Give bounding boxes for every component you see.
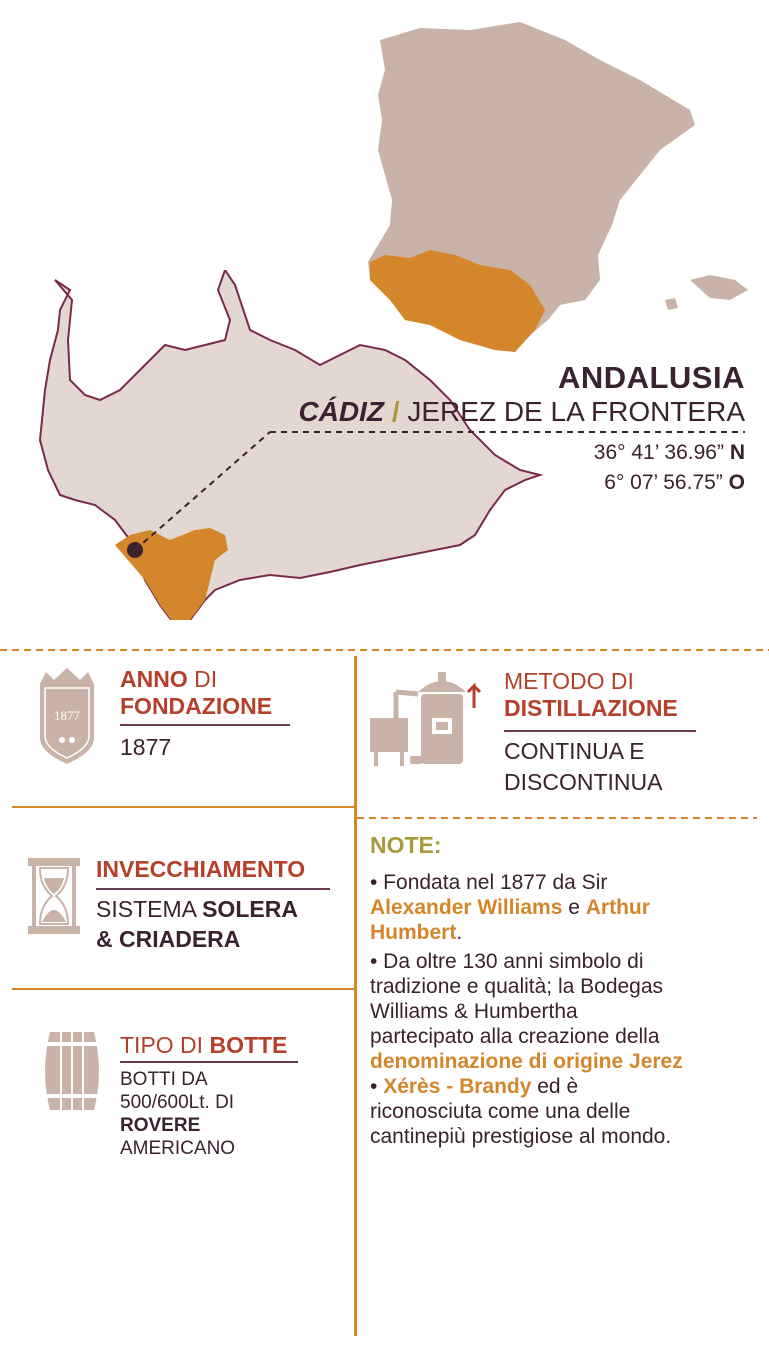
note-3 (370, 1074, 750, 1149)
longitude-dir: O (728, 471, 745, 494)
andalusia-map (0, 270, 560, 620)
notes-heading: NOTE: (370, 832, 442, 858)
latitude (594, 441, 745, 465)
founding-label (120, 666, 272, 720)
distillation-value-1: CONTINUA E (504, 738, 645, 764)
region-title: ANDALUSIA (557, 360, 745, 395)
distillation-label-2: DISTILLAZIONE (504, 695, 678, 721)
city-line (298, 396, 745, 428)
note-2-d: partecipato alla creazione della (370, 1025, 660, 1048)
founding-value: 1877 (120, 734, 172, 760)
barrel-rule (120, 1061, 298, 1063)
note-2-b: tradizione e qualità; la Bodegas (370, 975, 664, 998)
left-divider-2 (12, 988, 354, 990)
note-1-d: Arthur (585, 896, 650, 919)
note-3-a: • (370, 1075, 384, 1098)
note-1-c: e (562, 896, 586, 919)
note-1-f: . (456, 921, 463, 944)
distillation-rule (504, 730, 696, 732)
distillation-label-1: METODO DI (504, 668, 634, 694)
horizontal-dash-divider (0, 648, 769, 652)
province-name: CÁDIZ (298, 396, 385, 427)
barrel-label-1: TIPO DI (120, 1032, 204, 1058)
barrel-value-2: 500/600Lt. DI (120, 1092, 235, 1113)
crest-icon (32, 666, 102, 766)
note-3-d: riconosciuta come una delle (370, 1100, 631, 1123)
distillation-value-2: DISCONTINUA (504, 769, 663, 795)
balearic-islands (690, 275, 748, 300)
note-2-c: Williams & Humbertha (370, 1000, 578, 1023)
barrel-value-3: ROVERE (120, 1115, 201, 1136)
cadiz-province (115, 528, 228, 620)
andalusia-shape (40, 270, 540, 620)
barrel-label (120, 1032, 287, 1059)
note-1-b: Alexander Williams (370, 896, 563, 919)
longitude (604, 471, 745, 495)
founding-rule (120, 724, 290, 726)
founding-label-1: ANNO (120, 666, 188, 692)
longitude-value: 6° 07’ 56.75” (604, 471, 723, 494)
right-dash-divider (357, 816, 757, 820)
aging-label: INVECCHIAMENTO (96, 856, 306, 882)
aging-value-2: SOLERA (202, 896, 298, 922)
aging-value-3: & CRIADERA (96, 926, 241, 952)
note-3-e: cantinepiù prestigiose al mondo. (370, 1125, 672, 1148)
vertical-divider (354, 656, 357, 1336)
distillation-value (504, 736, 662, 798)
hourglass-icon (26, 856, 82, 936)
barrel-icon (40, 1028, 104, 1114)
barrel-value-4: AMERICANO (120, 1138, 236, 1159)
still-icon (366, 664, 496, 774)
crest-year: 1877 (54, 708, 80, 723)
founding-label-3: FONDAZIONE (120, 693, 273, 719)
note-2-e: denominazione di origine Jerez (370, 1050, 683, 1073)
aging-rule (96, 888, 330, 890)
latitude-dir: N (729, 441, 745, 464)
left-divider-1 (12, 806, 354, 808)
note-1-e: Humbert (370, 921, 457, 944)
barrel-value (120, 1068, 235, 1160)
latitude-value: 36° 41’ 36.96” (593, 441, 724, 464)
city-name: JEREZ DE LA FRONTERA (407, 396, 745, 427)
location-dash-line (270, 430, 750, 434)
jerez-marker (127, 542, 143, 558)
note-2-a: • Da oltre 130 anni simbolo di (370, 950, 644, 973)
notes-body (370, 870, 750, 1149)
separator: / (391, 396, 400, 427)
distillation-label (504, 668, 678, 722)
aging-value (96, 894, 298, 954)
note-1 (370, 870, 750, 945)
note-2 (370, 949, 750, 1074)
aging-value-1: SISTEMA (96, 896, 196, 922)
note-1-a: • Fondata nel 1877 da Sir (370, 871, 608, 894)
barrel-label-2: BOTTE (209, 1032, 288, 1058)
note-3-b: Xérès - Brandy (383, 1075, 532, 1098)
note-3-c: ed è (531, 1075, 579, 1098)
founding-label-2: DI (194, 666, 218, 692)
barrel-value-1: BOTTI DA (120, 1069, 208, 1090)
